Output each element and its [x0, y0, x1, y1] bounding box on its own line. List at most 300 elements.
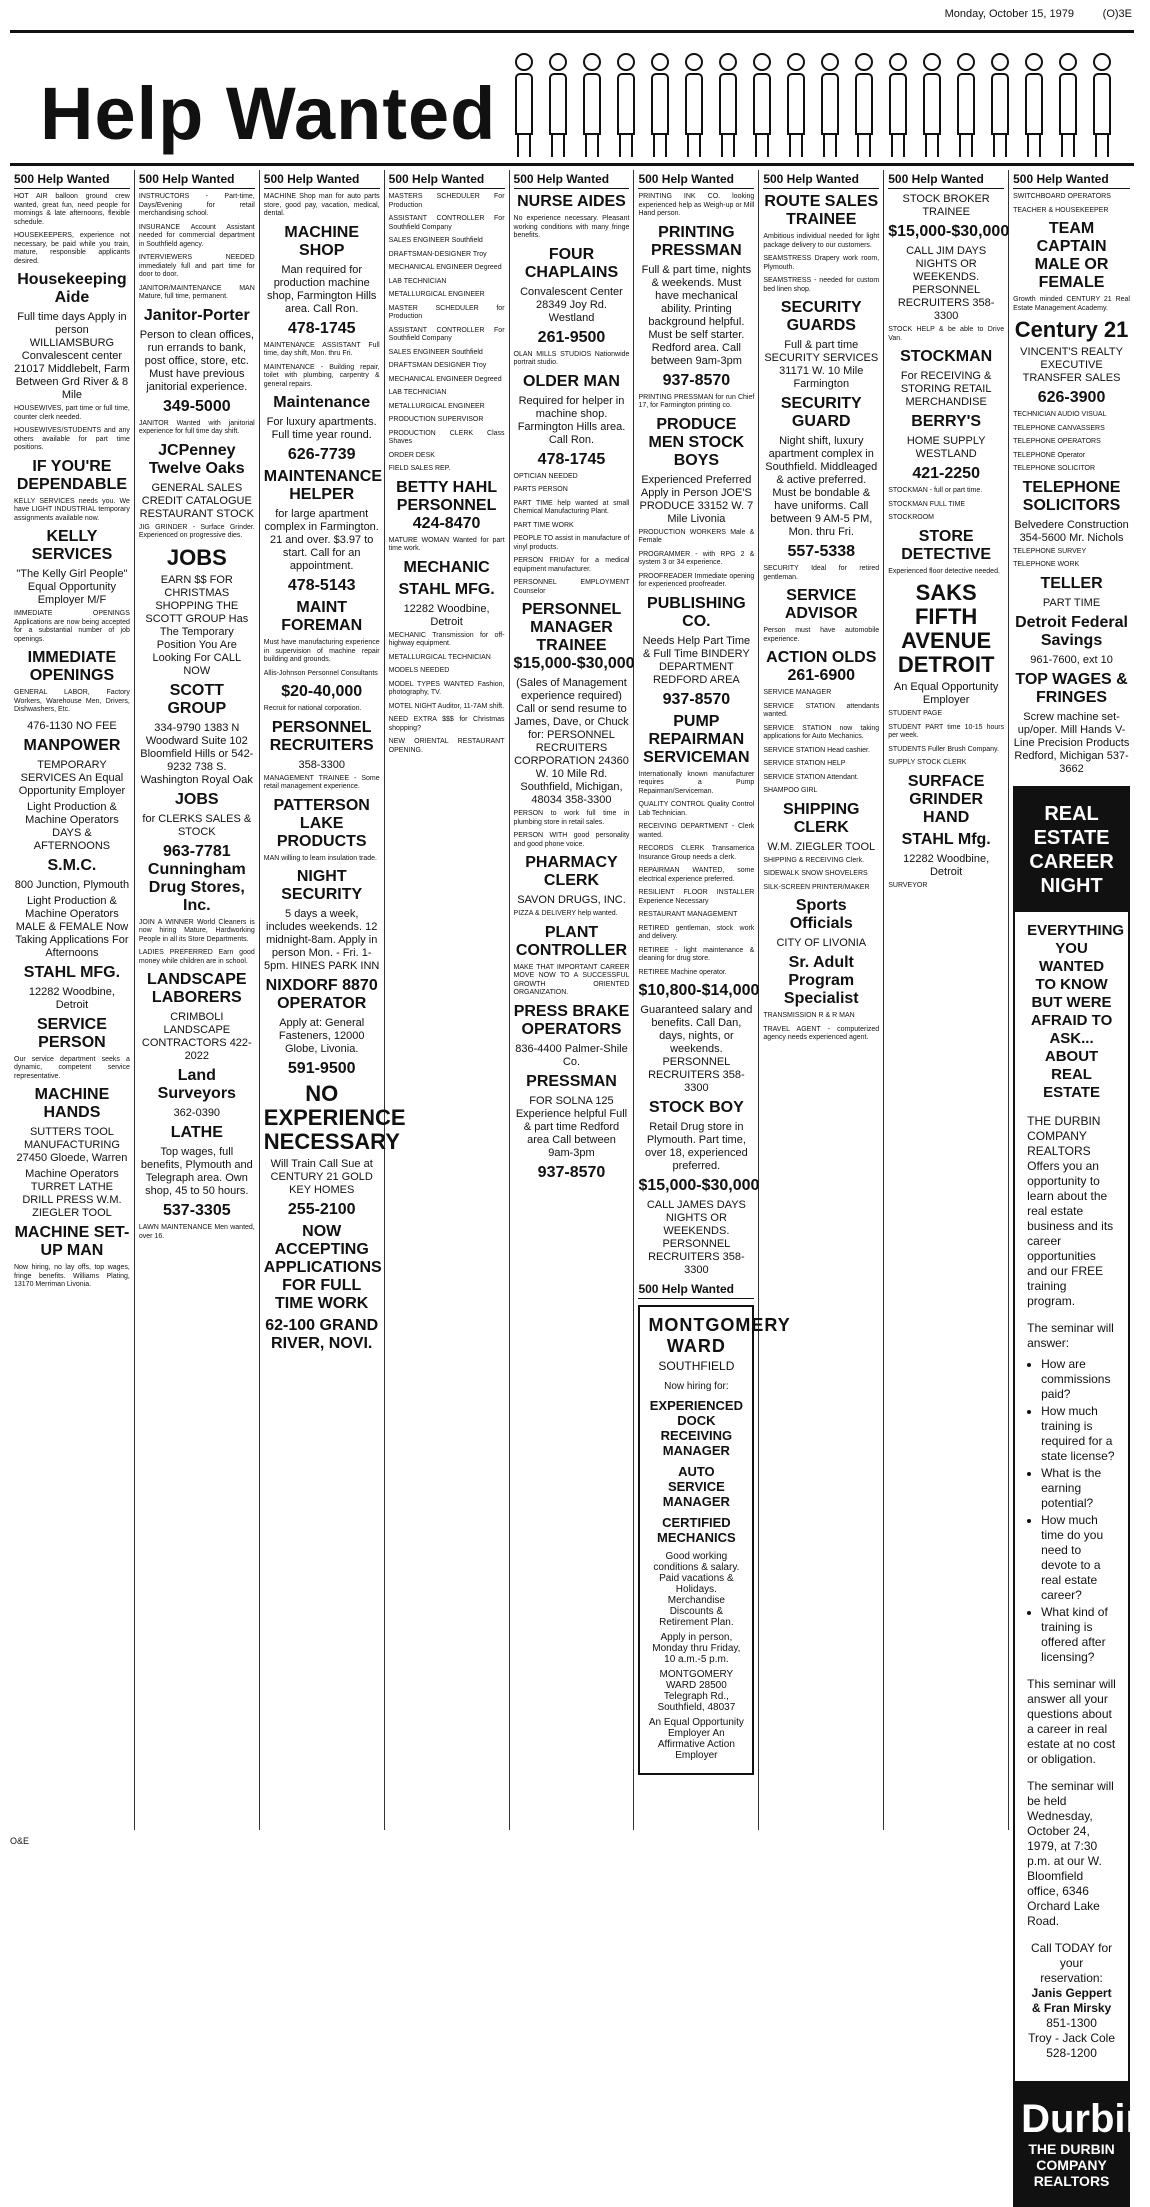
classified-ad: 836-4400 Palmer-Shile Co. [515, 1042, 628, 1068]
classified-ad: MECHANICAL ENGINEER Degreed [388, 264, 502, 271]
classified-ad: PRODUCTION CLERK Class Shaves [388, 429, 505, 445]
column-heading: 500 Help Wanted [638, 170, 754, 189]
durbin-logo [1015, 2081, 1150, 2205]
classified-ad: OLAN MILLS STUDIOS Nationwide portrait studio. [513, 350, 630, 366]
classified-ad: 537-3305 [163, 1202, 231, 1219]
durbin-logo-text: THE DURBIN COMPANY REALTORS [1028, 2140, 1115, 2189]
classified-ad: Full time days Apply in person WILLIAMSBURG Convalescent center 21017 Middlebelt, Farm Between Grd River & 8 Mile [14, 311, 130, 401]
classified-ad: 478-1745 [287, 319, 356, 337]
column-heading: 500 Help Wanted [14, 170, 130, 189]
classified-ad: Recruit for national corporation. [263, 705, 362, 712]
issue-date: Monday, October 15, 1979 [944, 8, 1074, 20]
classified-ad: SEAMSTRESS Drapery work room, Plymouth. [763, 255, 880, 271]
classified-ad: PIZZA & DELIVERY help wanted. [513, 910, 618, 917]
classified-ad: for CLERKS SALES & STOCK [142, 812, 252, 838]
worker-figure [1058, 53, 1078, 157]
re-names: Janis Geppert & Fran Mirsky [1031, 1985, 1112, 2015]
classified-ad: $15,000-$30,000 [888, 223, 1010, 240]
real-estate-career-night-ad [1013, 786, 1150, 2207]
classified-ad: MAINT FOREMAN [281, 599, 363, 634]
classified-ad: ORDER DESK [388, 451, 435, 459]
classified-ad: Apply at: General Fasteners, 12000 Globe, Livonia. [278, 1017, 365, 1055]
mw-job: EXPERIENCED DOCK RECEIVING MANAGER [649, 1398, 743, 1458]
classified-ad: SERVICE STATION attendants wanted. [763, 702, 880, 718]
classified-ad: Light Production & Machine Operators DAYS & AFTERNOONS [25, 800, 119, 852]
classified-columns [10, 170, 1150, 2189]
classified-ad: SALES ENGINEER Southfield [388, 237, 483, 244]
classified-ad: $20-40,000 [281, 683, 363, 700]
re-question: • How are commissions paid? [1041, 1357, 1116, 1402]
classified-ad: MECHANIC Transmission for off-highway equipment. [388, 631, 505, 647]
worker-figure [854, 53, 874, 157]
classified-ad: STUDENTS Fuller Brush Company. [888, 745, 999, 753]
classified-ad: Needs Help Part Time & Full Time BINDERY DEPARTMENT REDFORD AREA [642, 634, 751, 686]
classified-ad: 800 Junction, Plymouth [14, 878, 130, 891]
classified-ad: SHAMPOO GIRL [763, 787, 818, 794]
classified-ad: ASSISTANT CONTROLLER For Southfield Company [388, 215, 505, 231]
classified-ad: 961-7600, ext 10 [1030, 653, 1113, 666]
classified-ad: $10,800-$14,000 [638, 982, 760, 999]
classified-ad: STOCK BOY [648, 1099, 744, 1116]
classified-ad: "The Kelly Girl People" Equal Opportunity Employer M/F [16, 568, 128, 606]
classified-ad: PART TIME WORK [513, 521, 574, 529]
classified-ad: SWITCHBOARD OPERATORS [1013, 193, 1111, 200]
column-heading: 500 Help Wanted [1013, 170, 1130, 189]
classified-ad: TECHNICIAN AUDIO VISUAL [1013, 411, 1107, 418]
classified-ad: Detroit Federal Savings [1015, 613, 1128, 649]
classified-ad: STOCKMAN FULL TIME [888, 500, 966, 508]
classified-ad: Experienced Preferred Apply in Person JOE'S PRODUCE 33152 W. 7 Mile Livonia [639, 473, 754, 525]
page-code: (O)3E [1102, 8, 1132, 20]
classified-ad: PLANT CONTROLLER [515, 923, 628, 959]
montgomery-ward-ad [638, 1305, 791, 1775]
re-will-answer: The seminar will answer: [1027, 1320, 1114, 1350]
classified-ad: W.M. ZIEGLER TOOL [767, 840, 876, 853]
classified-ad: ACTION OLDS 261-6900 [766, 649, 877, 684]
classified-ad: Man required for production machine shop, Farmington Hills area. Call Ron. [266, 263, 377, 315]
classified-ad: TELEPHONE CANVASSERS [1013, 424, 1105, 432]
classified-ad: LAB TECHNICIAN [388, 389, 447, 396]
classified-ad: 261-9500 [537, 328, 606, 346]
classified-ad: PRODUCE MEN STOCK BOYS [648, 415, 745, 469]
classified-ad: MACHINE SET-UP MAN [14, 1224, 130, 1259]
classified-ad: SEAMSTRESS - needed for custom bed linen shop. [763, 277, 880, 293]
classified-ad: PRODUCTION WORKERS Male & Female [638, 528, 755, 544]
classified-ad: For RECEIVING & STORING RETAIL MERCHANDISE [900, 370, 992, 408]
top-line [0, 0, 1144, 28]
classified-ad: JOBS [166, 544, 227, 570]
classified-ad: S.M.C. [47, 856, 97, 874]
column-heading: 500 Help Wanted [139, 170, 255, 189]
classified-ad: NEW ORIENTAL RESTAURANT OPENING. [388, 738, 505, 754]
classified-ad: HOUSEWIVES, part time or full time, counter clerk needed. [14, 405, 130, 421]
classified-ad: TEMPORARY SERVICES An Equal Opportunity Employer [18, 758, 126, 797]
worker-figure [786, 53, 806, 157]
classified-ad: SERVICE STATION Head cashier. [763, 746, 870, 754]
classified-ad: SECURITY GUARD [780, 395, 862, 430]
worker-figure [684, 53, 704, 157]
classified-ad: SAVON DRUGS, INC. [517, 894, 626, 906]
footer-mark: O&E [10, 1836, 30, 1846]
classified-ad: FOUR CHAPLAINS [524, 245, 619, 281]
classified-ad: $15,000-$30,000 [638, 1177, 760, 1194]
classified-ad: MACHINE Shop man for auto parts store, good pay, vacation, medical, dental. [263, 193, 380, 217]
classified-ad: JOBS [175, 790, 219, 808]
re-question: • What kind of training is offered after licensing? [1041, 1605, 1116, 1665]
re-question: • What is the earning potential? [1041, 1466, 1116, 1511]
classified-ad: RETIREE Machine operator. [638, 968, 727, 976]
classified-ad: TELEPHONE OPERATORS [1013, 438, 1101, 445]
classified-ad: STOCK BROKER TRAINEE [902, 193, 990, 218]
classified-ad: MOTEL NIGHT Auditor, 11-7AM shift. [388, 702, 505, 710]
classified-ad: PRESSMAN [526, 1072, 617, 1090]
classified-ad: Experienced floor detective needed. [888, 567, 1000, 575]
classified-ad: IF YOU'RE DEPENDABLE [16, 457, 128, 493]
classified-ad: 937-8570 [662, 371, 731, 389]
classified-ad: SERVICE PERSON [36, 1015, 107, 1051]
worker-figure [514, 53, 534, 157]
re-headline: EVERYTHING YOU WANTED TO KNOW BUT WERE AFRAID TO ASK... ABOUT REAL ESTATE [1027, 921, 1125, 1101]
classified-ad: SERVICE STATION Attendant. [763, 773, 859, 781]
classified-ad: Sr. Adult Program Specialist [783, 954, 859, 1007]
classified-column [884, 170, 1009, 1830]
classified-ad: CALL JAMES DAYS NIGHTS OR WEEKENDS. PERSONNEL RECRUITERS 358-3300 [646, 1199, 746, 1276]
classified-ad: TEAM CAPTAIN MALE OR FEMALE [1034, 220, 1109, 291]
worker-figure [820, 53, 840, 157]
classified-ad: NURSE AIDES [517, 193, 626, 210]
classified-ad: MODEL TYPES WANTED Fashion, photography, TV. [388, 680, 505, 696]
classified-ad: DRAFTSMAN-DESIGNER Troy [388, 250, 487, 258]
classified-ad: SILK-SCREEN PRINTER/MAKER [763, 883, 870, 891]
classified-ad: MAKE THAT IMPORTANT CAREER MOVE NOW TO A SUCCESSFUL GROWTH ORIENTED ORGANIZATION. [513, 963, 630, 996]
classified-ad: MANPOWER [23, 736, 121, 754]
classified-ad: FIELD SALES REP. [388, 465, 451, 472]
classified-ad: NEED EXTRA $$$ for Christmas shopping? [388, 716, 505, 732]
classified-ad: OPTICIAN NEEDED [513, 472, 578, 480]
worker-figure [888, 53, 908, 157]
classified-ad: PERSON WITH good personality and good phone voice. [513, 832, 630, 848]
worker-figure [1092, 53, 1112, 157]
column-heading: 500 Help Wanted [514, 170, 630, 189]
classified-ad: LAB TECHNICIAN [388, 277, 447, 285]
classified-ad: STOCKROOM [888, 514, 934, 521]
classified-ad: TRANSMISSION R & R MAN [763, 1012, 855, 1019]
classified-ad: 358-3300 [298, 758, 345, 771]
classified-ad: SECURITY Ideal for retired gentleman. [763, 565, 880, 581]
classified-ad: HOME SUPPLY WESTLAND [906, 435, 986, 460]
classified-ad: MAN willing to learn insulation trade. [263, 854, 377, 862]
classified-ad: PERSON to work full time in plumbing store in retail sales. [513, 810, 630, 826]
classified-ad: SHIPPING & RECEIVING Clerk. [763, 856, 865, 864]
worker-figure [956, 53, 976, 157]
re-details: This seminar will answer all your questions about a career in real estate at no cost or obligation. [1027, 1676, 1116, 1766]
classified-ad: 937-8570 [537, 1163, 606, 1181]
classified-ad: STOCKMAN [900, 348, 993, 365]
mw-job: AUTO SERVICE MANAGER [662, 1464, 730, 1509]
classified-ad: STORE DETECTIVE [901, 527, 992, 563]
worker-figures-illustration [510, 41, 1130, 157]
column-heading: 500 Help Wanted [389, 170, 505, 189]
classified-ad: OLDER MAN [523, 372, 620, 390]
classified-ad: MAINTENANCE HELPER [263, 468, 382, 503]
classified-ad: PROOFREADER Immediate opening for experienced proofreader. [638, 572, 755, 588]
classified-ad: SHIPPING CLERK [783, 800, 860, 836]
classified-ad: PRODUCTION SUPERVISOR [388, 416, 484, 423]
classified-column [759, 170, 884, 1830]
classified-ad: Guaranteed salary and benefits. Call Dan, days, nights, or weekends. PERSONNEL RECRUITERS 358-3300 [640, 1004, 753, 1094]
classified-ad: PERSONNEL RECRUITERS [269, 718, 374, 754]
classified-ad: INSURANCE Account Assistant needed for commercial department in Southfield agency. [138, 223, 255, 248]
classified-ad: Full & part time SECURITY SERVICES 31171 W. 10 Mile Farmington [764, 339, 879, 390]
classified-ad: TELEPHONE SURVEY [1013, 547, 1087, 555]
classified-ad: PRINTING PRESSMAN [651, 223, 742, 259]
column-heading: 500 Help Wanted [264, 170, 380, 189]
classified-ad: PATTERSON LAKE PRODUCTS [273, 796, 370, 850]
classified-column [510, 170, 635, 1830]
classified-ad: An Equal Opportunity Employer [893, 681, 999, 706]
classified-ad: PRESS BRAKE OPERATORS [513, 1002, 630, 1038]
classified-column [260, 170, 406, 1830]
classified-ad: Must have manufacturing experience in supervision of machine repair building and grounds. [263, 639, 380, 663]
classified-ad: FOR SOLNA 125 Experience helpful Full & part time Redford area Call between 9am-3pm [515, 1094, 628, 1159]
classified-ad: RECORDS CLERK Transamerica Insurance Group needs a clerk. [638, 845, 755, 861]
classified-ad: No experience necessary. Pleasant working conditions with many fringe benefits. [513, 215, 630, 239]
classified-ad: Allis-Johnson Personnel Consultants [263, 669, 378, 677]
classified-ad: JANITOR/MAINTENANCE MAN Mature, full time, permanent. [138, 284, 255, 300]
worker-figure [718, 53, 738, 157]
classified-ad: PART TIME [1042, 596, 1101, 609]
classified-ad: METALLURGICAL TECHNICIAN [388, 653, 491, 661]
classified-ad: BETTY HAHL PERSONNEL 424-8470 [396, 478, 498, 532]
classified-ad: TELEPHONE SOLICITOR [1013, 465, 1096, 472]
classified-ad: SERVICE ADVISOR [784, 587, 858, 622]
classified-ad: Sports Officials [789, 897, 853, 932]
classified-ad: SUPPLY STOCK CLERK [888, 759, 967, 766]
column-heading: 500 Help Wanted [763, 170, 879, 189]
classified-ad: MECHANIC [403, 558, 490, 576]
classified-ad: Our service department seeks a dynamic, competent service representative. [14, 1055, 130, 1080]
classified-ad: PRINTING PRESSMAN for run Chief 17, for Farmington printing co. [638, 393, 755, 409]
worker-figure [752, 53, 772, 157]
classified-ad: Housekeeping Aide [17, 271, 127, 306]
classified-ad: Top wages, full benefits, Plymouth and Telegraph area. Own shop, 45 to 50 hours. [140, 1146, 253, 1197]
mw-name: MONTGOMERY WARD [648, 1315, 791, 1356]
classified-ad: 478-5143 [287, 577, 356, 594]
classified-ad: 937-8570 [662, 690, 731, 708]
classified-ad: MASTER SCHEDULER for Production [388, 304, 505, 320]
classified-ad: 62-100 GRAND RIVER, NOVI. [265, 1317, 379, 1352]
classified-ad: PERSONNEL MANAGER TRAINEE $15,000-$30,000 [513, 601, 635, 672]
classified-ad: PUMP REPAIRMAN SERVICEMAN [643, 712, 750, 766]
classified-ad: MATURE WOMAN Wanted for part time work. [388, 536, 505, 552]
mw-apply: Apply in person, Monday thru Friday, 10 a.m.-5 p.m. [652, 1632, 741, 1665]
re-phone1: 851-1300 [1046, 2015, 1097, 2030]
classified-ad: 12282 Woodbine, Detroit [403, 602, 490, 628]
worker-figure [650, 53, 670, 157]
classified-ad: STOCK HELP & be able to Drive Van. [888, 326, 1005, 342]
classified-ad: HOUSEWIVES/STUDENTS and any others available for part time positions. [14, 427, 130, 451]
classified-ad: SALES ENGINEER Southfield [388, 348, 483, 356]
mw-now-hiring: Now hiring for: [664, 1381, 729, 1392]
classified-ad: CRIMBOLI LANDSCAPE CONTRACTORS 422-2022 [141, 1011, 252, 1062]
classified-ad: 963-7781 Cunningham Drug Stores, Inc. [147, 842, 246, 914]
classified-ad: SECURITY GUARDS [780, 299, 862, 334]
classified-ad: (Sales of Management experience required) Call or send resume to James, Dave, or Chuck for: PERSONNEL RECRUITERS CORPORATION 24360 W. 10 Mile Rd. Southfield, Michigan, 48034 358-3300 [514, 677, 629, 806]
classified-ad: 626-7739 [287, 446, 356, 463]
classified-ad: CITY OF LIVONIA [776, 937, 867, 949]
classified-ad: MAINTENANCE ASSISTANT Full time, day shift, Mon. thru Fri. [263, 341, 380, 357]
classified-ad: PERSON FRIDAY for a medical equipment manufacturer. [513, 557, 630, 573]
classified-ad: LANDSCAPE LABORERS [147, 971, 247, 1006]
classified-ad: KELLY SERVICES needs you. We have LIGHT INDUSTRIAL temporary assignments available now. [14, 497, 130, 522]
classified-ad: STAHL Mfg. [901, 830, 991, 848]
classified-ad: 12282 Woodbine, Detroit [28, 985, 115, 1011]
banner-title: Help Wanted [40, 72, 497, 155]
classified-ad: Will Train Call Sue at CENTURY 21 GOLD KEY HOMES [270, 1158, 373, 1196]
classified-ad: Person must have automobile experience. [763, 627, 880, 643]
classified-ad: BERRY'S [911, 413, 982, 430]
classified-ad: DRAFTSMAN DESIGNER Troy [388, 362, 487, 369]
classified-ad: CALL JIM DAYS NIGHTS OR WEEKENDS. PERSONNEL RECRUITERS 358-3300 [897, 245, 995, 322]
column-heading: 500 Help Wanted [638, 1280, 754, 1299]
classified-ad: PEOPLE TO assist in manufacture of vinyl products. [513, 535, 630, 551]
worker-figure [922, 53, 942, 157]
re-phone2: 528-1200 [1046, 2045, 1097, 2060]
classified-ad: Growth minded CENTURY 21 Real Estate Management Academy. [1013, 296, 1130, 312]
worker-figure [990, 53, 1010, 157]
classified-ad: EARN $$ FOR CHRISTMAS SHOPPING THE SCOTT GROUP Has The Temporary Position You Are Looking For CALL NOW [145, 573, 249, 677]
classified-ad: MODELS NEEDED [388, 667, 450, 674]
classified-ad: 591-9500 [287, 1060, 356, 1077]
mw-city: SOUTHFIELD [658, 1359, 735, 1373]
classified-ad: MACHINE SHOP [284, 223, 360, 259]
classified-ad: PROGRAMMER - with RPG 2 & system 3 or 34 experience. [638, 550, 755, 566]
classified-ad: Belvedere Construction 354-5600 Mr. Nichols [1014, 518, 1129, 544]
classified-ad: Janitor-Porter [143, 306, 250, 324]
classified-ad: METALLURGICAL ENGINEER [388, 291, 485, 298]
classified-ad: RESILIENT FLOOR INSTALLER Experience Necessary [638, 889, 755, 905]
classified-ad: PRINTING INK CO. looking experienced help as Weigh-up or Mill Hand person. [638, 193, 755, 217]
classified-ad: MAINTENANCE - Building repair, toilet with plumbing, carpentry & general repairs. [263, 363, 380, 388]
classified-ad: SAKS FIFTH AVENUE DETROIT [897, 580, 995, 677]
classified-ad: Screw machine set-up/oper. Mill Hands V-Line Precision Products Redford, Michigan 537-3662 [1013, 710, 1130, 775]
classified-ad: TELLER [1040, 574, 1103, 592]
mw-job: CERTIFIED MECHANICS [657, 1515, 736, 1545]
classified-ad: GENERAL SALES CREDIT CATALOGUE RESTAURANT STOCK [139, 481, 254, 520]
classified-ad: TELEPHONE WORK [1013, 561, 1080, 568]
classified-ad: SERVICE MANAGER [763, 689, 832, 696]
classified-ad: HOT AIR balloon ground crew wanted, great fun, need people for mornings & late afternoons, flexible schedule. [14, 193, 130, 226]
classified-ad: SURVEYOR [888, 881, 928, 889]
classified-ad: SUTTERS TOOL MANUFACTURING 27450 Gloede, Warren [16, 1126, 128, 1164]
classified-ad: JOIN A WINNER World Cleaners is now hiring Mature, Hardworking People in all its Store Departments. [138, 918, 255, 943]
classified-ad: Light Production & Machine Operators MALE & FEMALE Now Taking Applications For Afternoons [15, 894, 129, 959]
classified-ad: 476-1130 NO FEE [27, 719, 117, 732]
classified-ad: RETIREE - light maintenance & cleaning for drug store. [638, 946, 755, 962]
mw-benefits: Good working conditions & salary. Paid vacations & Holidays. Merchandise Discounts & Retirement Plan. [653, 1551, 740, 1628]
column-heading: 500 Help Wanted [888, 170, 1004, 189]
classified-ad: STOCKMAN - full or part time. [888, 487, 983, 494]
classified-ad: SCOTT GROUP [167, 681, 227, 717]
classified-ad: Person to clean offices, run errands to bank, post office, store, etc. Must have previous janitorial experience. [139, 328, 254, 393]
classified-ad: PARTS PERSON [513, 486, 568, 493]
mw-eoe: An Equal Opportunity Employer An Affirmative Action Employer [648, 1717, 744, 1761]
classified-ad: LADIES PREFERRED Earn good money while children are in school. [138, 949, 255, 965]
classified-ad: JCPenney Twelve Oaks [148, 441, 245, 477]
classified-ad: MACHINE HANDS [34, 1086, 110, 1121]
re-troy: Troy - Jack Cole [1028, 2030, 1115, 2045]
classified-ad: SERVICE STATION now taking applications for Auto Mechanics. [763, 724, 880, 740]
classified-ad: INSTRUCTORS - Part-time, Days/Evening for retail merchandising school. [138, 193, 255, 217]
classified-ad: NO EXPERIENCE NECESSARY [263, 1081, 406, 1154]
classified-ad: Ambitious individual needed for light package delivery to our customers. [763, 233, 880, 249]
classified-ad: Internationally known manufacturer requires a Pump Repairman/Serviceman. [638, 770, 755, 795]
classified-ad: HOUSEKEEPERS, experience not necessary, be paid while you train, mature, responsible applicants desired. [14, 232, 130, 265]
classified-ad: NOW ACCEPTING APPLICATIONS FOR FULL TIME WORK [263, 1223, 382, 1312]
classified-ad: 5 days a week, includes weekends. 12 midnight-8am. Apply in person Mon. - Fri. 1-5pm. HINES PARK INN [264, 908, 380, 972]
re-title: REAL ESTATE CAREER NIGHT [1015, 788, 1128, 912]
classified-ad: PART TIME help wanted at small Chemical Manufacturing Plant. [513, 499, 630, 515]
help-wanted-banner [10, 30, 1134, 166]
classified-column [1009, 170, 1150, 2189]
re-when: The seminar will be held Wednesday, October 24, 1979, at 7:30 p.m. at our W. Bloomfield office, 6346 Orchard Lake Road. [1027, 1778, 1114, 1928]
re-call: Call TODAY for your reservation: [1030, 1940, 1113, 1985]
classified-ad: for large apartment complex in Farmington. 21 and over. $3.97 to start. Call for an appointment. [264, 508, 379, 572]
worker-figure [548, 53, 568, 157]
classified-ad: 421-2250 [912, 465, 980, 482]
classified-ad: IMMEDIATE OPENINGS Applications are now being accepted for a substantial number of job openings. [14, 610, 130, 643]
classified-ad: RETIRED gentleman, stock work and delivery. [638, 924, 755, 940]
classified-ad: Land Surveyors [157, 1067, 236, 1102]
classified-ad: JANITOR Wanted with janitorial experience for full time day shift. [138, 419, 255, 435]
worker-figure [1024, 53, 1044, 157]
classified-ad: 255-2100 [287, 1201, 356, 1218]
classified-ad: TRAVEL AGENT - computerized agency needs experienced agent. [763, 1025, 880, 1041]
classified-ad: 478-1745 [537, 450, 606, 468]
re-intro: THE DURBIN COMPANY REALTORS Offers you an opportunity to learn about the real estate business and its career opportunities and our FREE training program. [1027, 1113, 1114, 1308]
classified-ad: NIGHT SECURITY [281, 868, 363, 903]
re-question: • How much time do you need to devote to a real estate career? [1041, 1513, 1116, 1603]
classified-ad: LAWN MAINTENANCE Men wanted, over 16. [138, 1224, 255, 1240]
classified-column [135, 170, 260, 1830]
classified-ad: Retail Drug store in Plymouth. Part time, over 18, experienced preferred. [645, 1121, 748, 1172]
classified-ad: PERSONNEL EMPLOYMENT Counselor [513, 579, 630, 595]
classified-ad: ROUTE SALES TRAINEE [764, 193, 879, 228]
classified-ad: PUBLISHING CO. [647, 594, 746, 630]
classified-ad: 349-5000 [163, 397, 231, 415]
classified-ad: NIXDORF 8870 OPERATOR [265, 977, 378, 1012]
classified-ad: TOP WAGES & FRINGES [1015, 670, 1128, 706]
durbin-logo-mark: Durbin [1021, 2096, 1150, 2141]
classified-ad: GENERAL LABOR, Factory Workers, Warehouse Men, Drivers, Dishwashers, Etc. [14, 689, 130, 713]
classified-ad: Convalescent Center 28349 Joy Rd. Westland [520, 285, 623, 324]
mw-address: MONTGOMERY WARD 28500 Telegraph Rd., Southfield, 48037 [657, 1669, 736, 1713]
classified-ad: Century 21 [1014, 317, 1129, 342]
re-question: • How much training is required for a state license? [1041, 1404, 1116, 1464]
classified-ad: LATHE [170, 1124, 223, 1141]
classified-ad: 557-5338 [787, 543, 856, 560]
classified-ad: STUDENT PART time 10-15 hours per week. [888, 723, 1005, 739]
classified-ad: MANAGEMENT TRAINEE - Some retail management experience. [263, 774, 380, 790]
classified-ad: Full & part time, nights & weekends. Must have mechanical ability. Printing background helpful. Must be self starter. Redford area. Call between 9am-3pm [641, 263, 752, 367]
classified-ad: STAHL MFG. [23, 963, 121, 981]
classified-ad: 362-0390 [173, 1107, 221, 1119]
classified-ad: QUALITY CONTROL Quality Control Lab Technician. [638, 801, 755, 817]
classified-ad: SURFACE GRINDER HAND [907, 772, 985, 826]
classified-ad: RESTAURANT MANAGEMENT [638, 911, 738, 918]
classified-ad: MASTERS SCHEDULER For Production [388, 193, 505, 209]
classified-ad: PHARMACY CLERK [525, 854, 618, 889]
